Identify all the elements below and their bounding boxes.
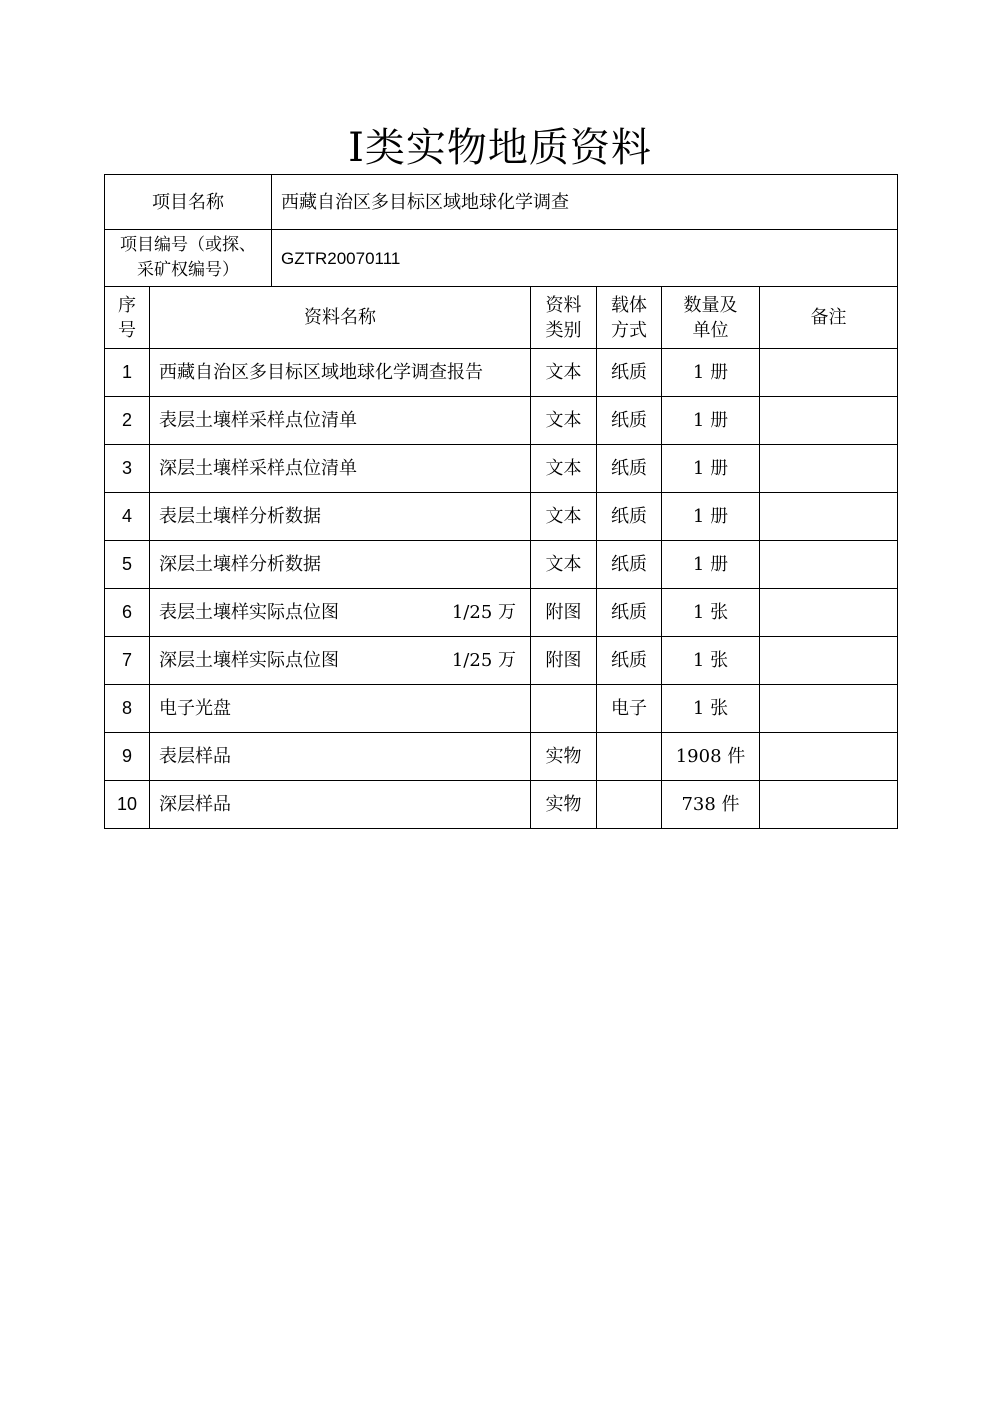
table-row [105,589,898,637]
row-quantity: 1 张 [662,589,760,637]
row-seq: 1 [105,349,150,397]
header-name: 资料名称 [150,287,531,349]
row-category: 文本 [531,493,597,541]
row-category [531,685,597,733]
row-seq: 2 [105,397,150,445]
row-name-text: 表层土壤样采样点位清单 [159,410,357,431]
row-seq: 7 [105,637,150,685]
row-name [150,349,531,397]
row-seq: 9 [105,733,150,781]
row-name [150,781,531,829]
row-category: 文本 [531,541,597,589]
project-name-label: 项目名称 [105,175,272,230]
table-row [105,397,898,445]
row-quantity: 1 册 [662,541,760,589]
header-quantity-line1: 数量及 [683,294,738,316]
project-code-label-line2: 采矿权编号） [137,260,239,280]
row-seq: 4 [105,493,150,541]
row-quantity: 1 册 [662,349,760,397]
row-seq: 5 [105,541,150,589]
row-name-text: 深层土壤样采样点位清单 [159,458,357,479]
row-name-text: 西藏自治区多目标区域地球化学调查报告 [159,362,483,383]
row-remark [760,541,898,589]
row-quantity: 1908 件 [662,733,760,781]
page-title: Ⅰ类实物地质资料 [348,125,652,171]
header-remark: 备注 [760,287,898,349]
row-name [150,589,531,637]
project-name-value: 西藏自治区多目标区域地球化学调查 [272,175,898,230]
row-quantity: 1 张 [662,637,760,685]
row-name [150,733,531,781]
row-seq: 10 [105,781,150,829]
row-carrier [597,733,662,781]
row-category: 文本 [531,397,597,445]
row-category: 文本 [531,445,597,493]
table-row [105,541,898,589]
table-row [105,733,898,781]
project-code-label-line1: 项目编号（或探、 [120,235,256,255]
table-row [105,493,898,541]
row-scale: 1/25 万 [451,602,516,623]
header-carrier-line2: 方式 [611,319,647,341]
project-code-value: GZTR20070111 [272,230,898,287]
row-name [150,637,531,685]
row-remark [760,589,898,637]
row-seq: 3 [105,445,150,493]
row-name [150,541,531,589]
row-quantity: 1 张 [662,685,760,733]
row-name-text: 表层土壤样实际点位图 [159,602,339,623]
header-seq [105,287,150,349]
row-category: 实物 [531,781,597,829]
row-name-text: 电子光盘 [159,698,231,719]
row-carrier: 纸质 [597,541,662,589]
row-carrier [597,781,662,829]
row-remark [760,445,898,493]
row-remark [760,781,898,829]
row-name-text: 表层土壤样分析数据 [159,506,321,527]
row-category: 附图 [531,589,597,637]
row-remark [760,637,898,685]
row-carrier: 纸质 [597,349,662,397]
row-category: 附图 [531,637,597,685]
row-category: 实物 [531,733,597,781]
project-name-row [105,175,898,230]
row-quantity: 738 件 [662,781,760,829]
row-quantity: 1 册 [662,493,760,541]
row-remark [760,493,898,541]
header-category-line2: 类别 [545,319,582,341]
row-remark [760,397,898,445]
header-carrier-line1: 载体 [611,294,647,316]
row-name-text: 表层样品 [159,746,231,767]
table-row [105,781,898,829]
row-name-text: 深层样品 [159,794,231,815]
row-carrier: 纸质 [597,493,662,541]
row-remark [760,685,898,733]
header-quantity [662,287,760,349]
row-remark [760,349,898,397]
row-carrier: 电子 [597,685,662,733]
row-remark [760,733,898,781]
header-seq-line2: 号 [118,319,136,341]
row-carrier: 纸质 [597,589,662,637]
header-seq-line1: 序 [118,294,136,316]
table-row [105,637,898,685]
row-seq: 6 [105,589,150,637]
row-scale: 1/25 万 [451,650,516,671]
row-name [150,445,531,493]
header-quantity-line2: 单位 [692,319,729,341]
row-name [150,397,531,445]
row-name-text: 深层土壤样分析数据 [159,554,321,575]
row-quantity: 1 册 [662,397,760,445]
row-category: 文本 [531,349,597,397]
row-name-text: 深层土壤样实际点位图 [159,650,339,671]
project-code-label [105,230,272,287]
row-name [150,685,531,733]
row-carrier: 纸质 [597,445,662,493]
row-seq: 8 [105,685,150,733]
header-category-line1: 资料 [545,294,582,316]
row-carrier: 纸质 [597,397,662,445]
header-carrier [597,287,662,349]
table-header-row [105,287,898,349]
table-row [105,349,898,397]
row-quantity: 1 册 [662,445,760,493]
project-code-row [105,230,898,287]
row-name [150,493,531,541]
table-row [105,445,898,493]
row-carrier: 纸质 [597,637,662,685]
table-row [105,685,898,733]
header-category [531,287,597,349]
material-table [104,174,898,829]
